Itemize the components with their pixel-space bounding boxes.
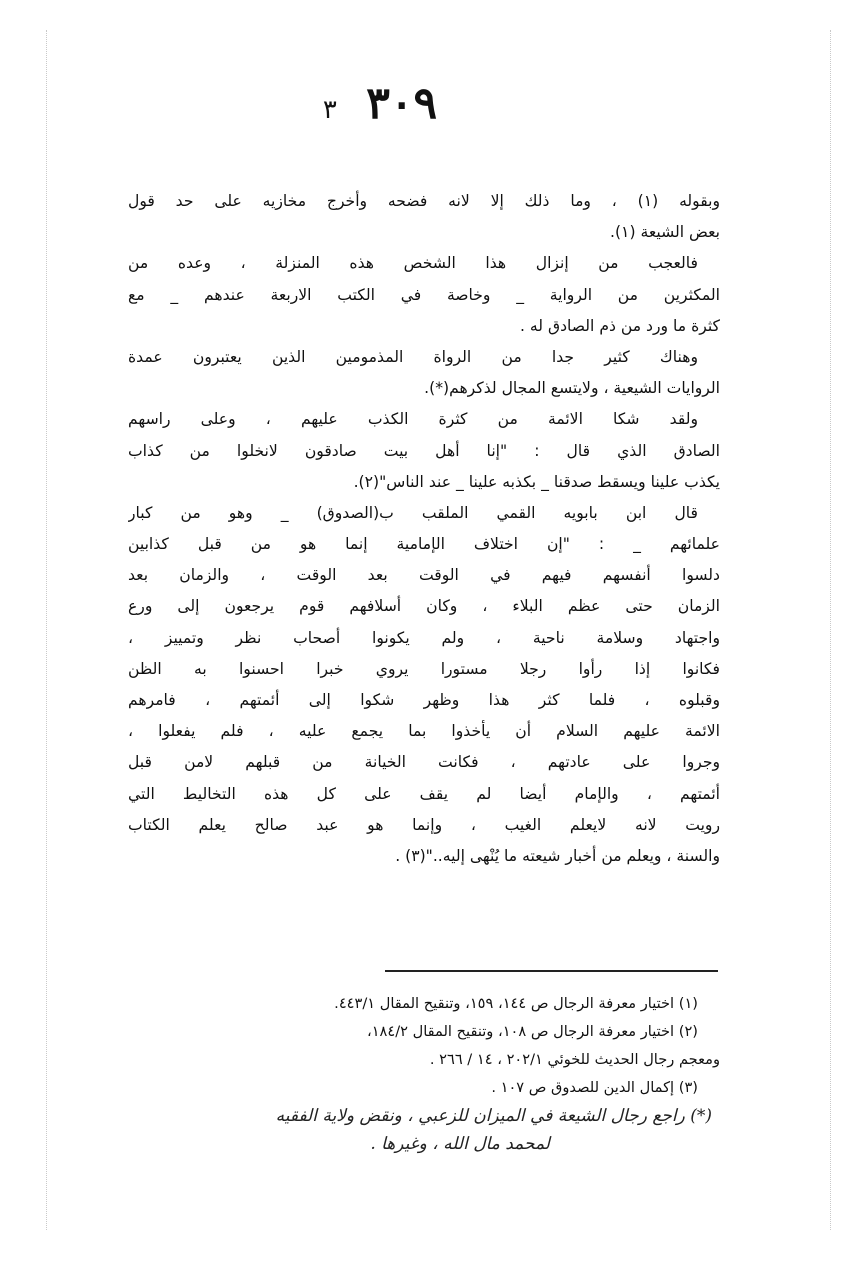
footnote-line: ومعجم رجال الحديث للخوئي ٢٠٢/١ ، ١٤ / ٢٦٦ . (429, 1051, 720, 1068)
body-line: فالعجب من إنزال هذا الشخص هذه المنزلة ، وعده من (128, 254, 698, 273)
body-line: يكذب علينا ويسقط صدقنا _ بكذبه علينا _ عند الناس"(٢). (353, 472, 720, 491)
body-line: وبقوله (١) ، وما ذلك إلا لانه فضحه وأخرج مخازيه على حد قول (128, 192, 720, 210)
body-line: الزمان حتى عظم البلاء ، وكان أسلافهم قوم يرجعون إلى ورع (128, 597, 720, 616)
body-line: وجروا على عادتهم ، فكانت الخيانة من قبلهم لامن قبل (128, 753, 720, 772)
footnotes (128, 990, 720, 1158)
handwritten-note-line-2: لمحمد مال الله ، وغيرها . (370, 1134, 550, 1154)
body-line: الائمة عليهم السلام أن يأخذوا بما يجمع عليه ، فلم يفعلوا ، (128, 722, 720, 741)
body-line: المكثرين من الرواية _ وخاصة في الكتب الاربعة عندهم _ مع (128, 285, 720, 304)
body-line: رويت لانه لايعلم الغيب ، وإنما هو عبد صالح يعلم الكتاب (128, 815, 720, 834)
footnote-line: (١) اختيار معرفة الرجال ص ١٤٤، ١٥٩، وتنقيح المقال ٤٤٣/١. (334, 995, 698, 1012)
body-line: علمائهم _ : "إن اختلاف الإمامية إنما هو من قبل كذابين (128, 535, 720, 554)
page-number (300, 78, 460, 129)
body-line: دلسوا أنفسهم فيهم في الوقت بعد الوقت ، والزمان بعد (128, 566, 720, 585)
body-line: قال ابن بابويه القمي الملقب ب(الصدوق) _ وهو من كبار (128, 503, 698, 522)
body-line: وهناك كثير جدا من الرواة المذمومين الذين يعتبرون عمدة (128, 347, 698, 366)
body-line: أئمتهم ، والإمام أيضا لم يقف على كل هذه التخاليط التي (128, 784, 720, 803)
body-line: بعض الشيعة (١). (610, 223, 720, 242)
body-line: الروايات الشيعية ، ولايتسع المجال لذكرهم(*). (424, 379, 720, 398)
body-line: ولقد شكا الائمة من كثرة الكذب عليهم ، وعلى راسهم (128, 410, 698, 429)
body-line: كثرة ما ورد من ذم الصادق له . (519, 316, 720, 335)
body-line: فكانوا إذا رأوا رجلا مستورا يروي خبرا احسنوا به الظن (128, 659, 720, 678)
body-text (128, 186, 720, 872)
body-line: واجتهاد وسلامة ناحية ، ولم يكونوا أصحاب نظر وتمييز ، (128, 628, 720, 647)
body-line: وقبلوه ، فلما كثر هذا وظهر شكوا إلى أئمتهم ، فامرهم (128, 691, 720, 709)
body-line: والسنة ، ويعلم من أخبار شيعته ما يُنْهى إليه.."(٣) . (395, 846, 720, 865)
footnote-separator (385, 970, 718, 972)
page-number-note: ٣ (322, 95, 337, 125)
footnote-line: (٢) اختيار معرفة الرجال ص ١٠٨، وتنقيح المقال ١٨٤/٢، (366, 1023, 698, 1040)
scan-edge-right (830, 30, 833, 1230)
scan-edge-left (46, 30, 49, 1230)
footnote-line: (٣) إكمال الدين للصدوق ص ١٠٧ . (491, 1079, 698, 1096)
body-line: الصادق الذي قال : "إنا أهل بيت صادقون لانخلوا من كذاب (128, 441, 720, 460)
page-number-value: ٣٠٩ (366, 78, 438, 129)
handwritten-note-line-1: (*) راجع رجال الشيعة في الميزان للزعبي ، ونقض ولاية الفقيه (275, 1106, 712, 1126)
